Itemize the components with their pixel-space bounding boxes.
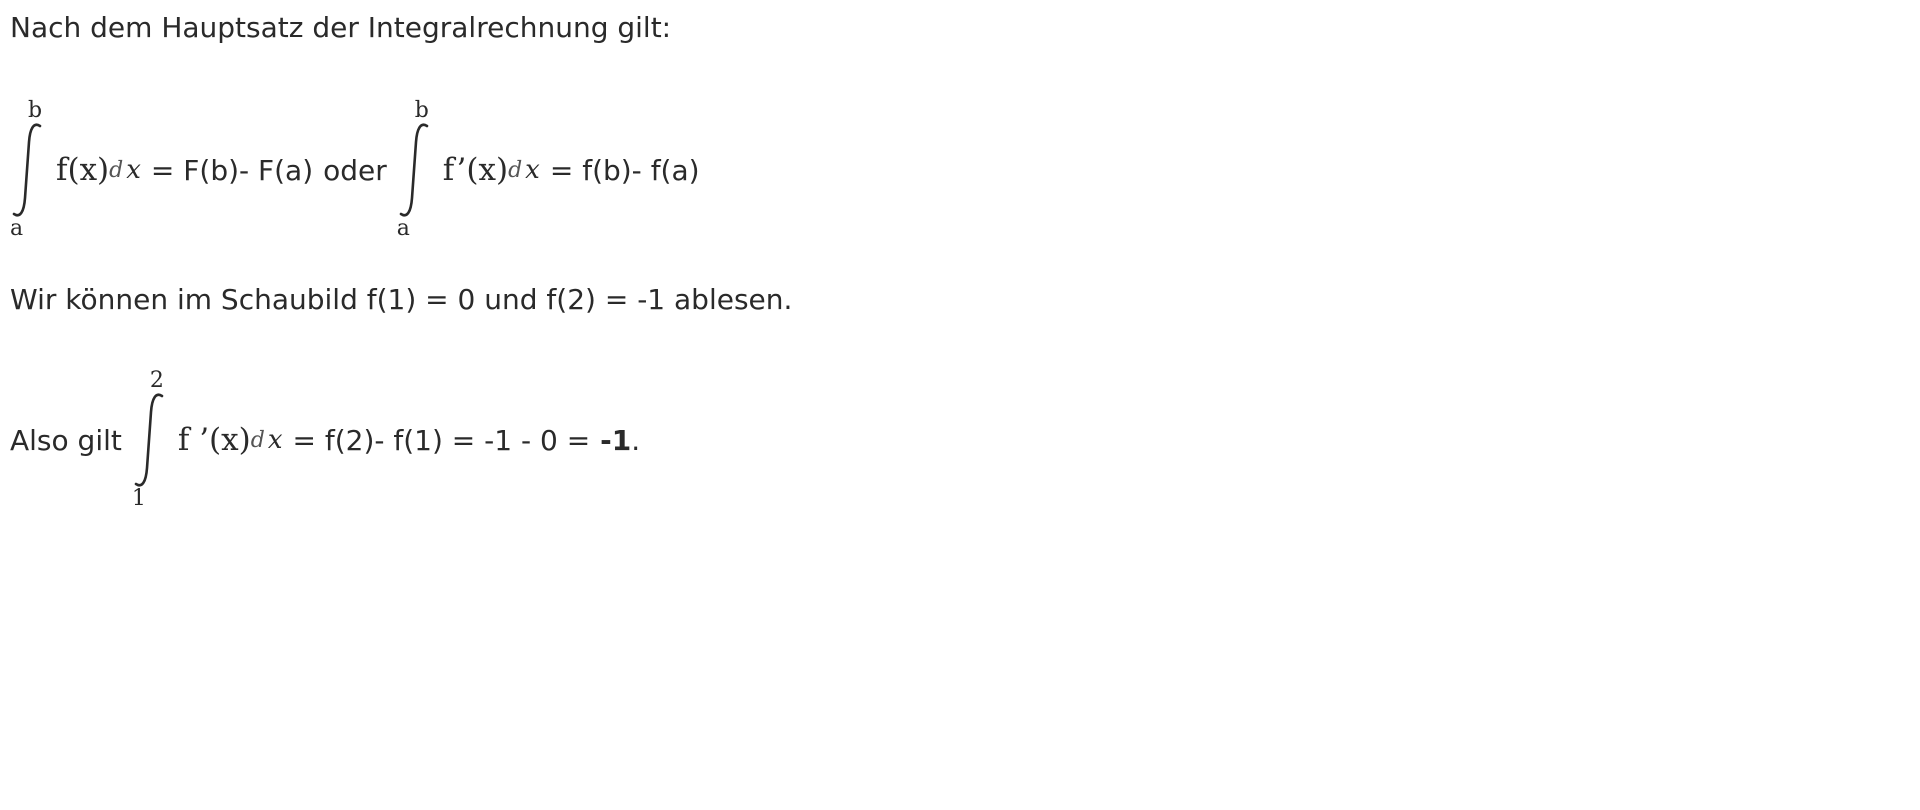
integral-icon [10,122,46,218]
conclusion-result: -1 [600,423,632,457]
differential-d: d [109,157,124,183]
conclusion-rhs: = f(2)- f(1) = -1 - 0 = [292,423,591,457]
integral-icon [397,122,433,218]
differential-x: x [126,155,141,185]
lower-limit: 1 [131,486,146,511]
differential-d: d [250,427,265,453]
differential-x: x [267,425,283,455]
conclusion-formula [10,370,640,510]
integral-icon [132,392,168,488]
lower-limit: a [10,216,24,241]
formula-connector: oder [323,153,387,187]
integrand: f ’(x) [177,422,251,458]
upper-limit: 2 [149,368,164,393]
integrand: f(x) [56,152,110,188]
integral-sign-conclusion [132,370,168,510]
conclusion-prefix: Also gilt [10,423,122,457]
differential-d: d [508,157,523,183]
differential-x: x [525,155,540,185]
formula-rhs: = F(b)- F(a) [150,153,314,187]
intro-text: Nach dem Hauptsatz der Integralrechnung gilt: [10,11,672,44]
fundamental-theorem-formula [10,100,700,240]
conclusion-period: . [631,423,641,457]
reading-text: Wir können im Schaubild f(1) = 0 und f(2) = -1 ablesen. [10,283,793,316]
upper-limit: b [414,98,429,123]
integrand: f’(x) [442,152,509,188]
lower-limit: a [396,216,410,241]
formula-rhs: = f(b)- f(a) [549,153,700,187]
integral-sign-first [10,100,46,240]
upper-limit: b [28,98,43,123]
integral-sign-second [397,100,433,240]
